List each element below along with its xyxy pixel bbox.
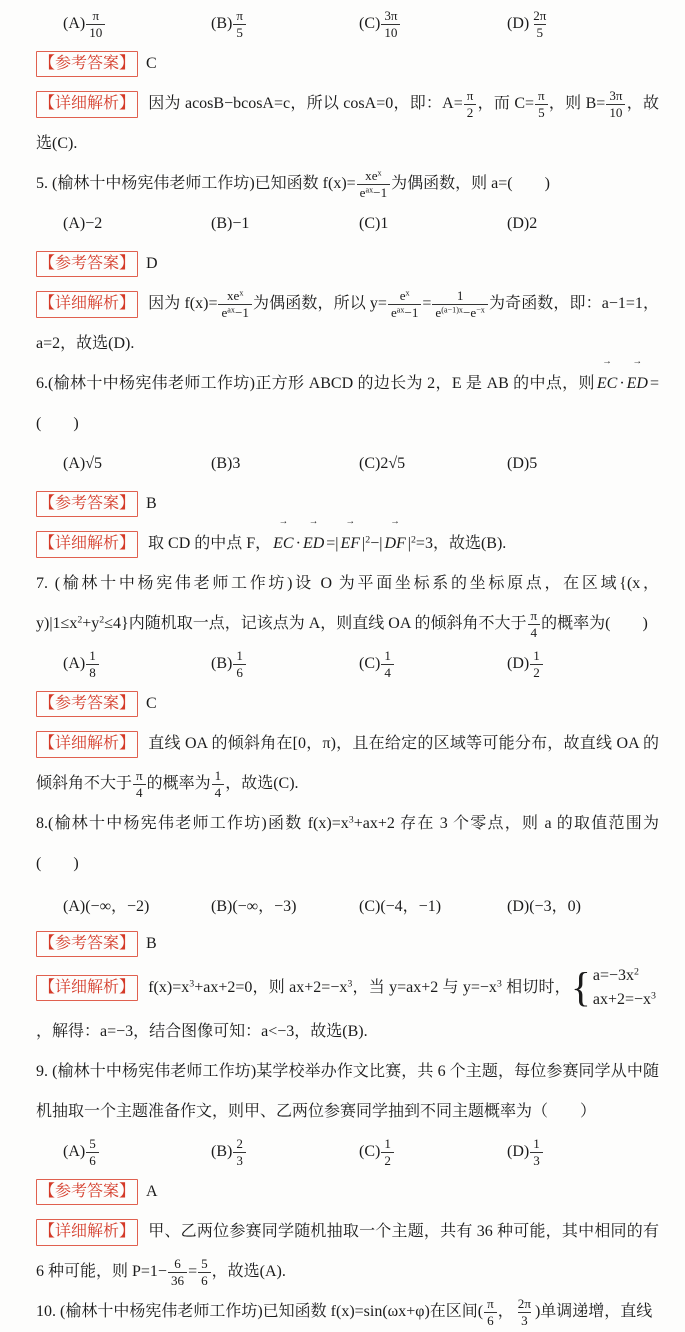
reference-answer-label: 【参考答案】	[36, 491, 138, 518]
explanation-text: 因为 acosB−bcosA=c，所以 cosA=0，即：A= $\frac{\pi}{2}$ ，而 C= $\frac{\pi}{5}$ ，则 B= $\frac{3\pi}{10}$ ，故选(C).	[36, 88, 659, 152]
option-d: (D)2	[507, 215, 538, 232]
option-d: (D)5	[507, 455, 538, 472]
question-8	[36, 804, 659, 884]
question-10	[36, 1292, 659, 1332]
question-9	[36, 1052, 659, 1132]
options-row-q8	[36, 884, 659, 924]
explanation-q5	[36, 284, 659, 364]
option-a: (A)√5	[63, 455, 102, 472]
option-c: (C)2√5	[359, 455, 406, 472]
option-b: (B) $\frac{2}{3}$	[211, 1136, 359, 1169]
answer-row-q9	[36, 1172, 659, 1212]
question-text: 5. (榆林十中杨宪伟老师工作坊)已知函数 f(x)= $\frac{xe^x}{e^{ax}-1}$ 为偶函数，则 a=( )	[36, 168, 550, 200]
detailed-analysis-label: 【详细解析】	[36, 91, 138, 118]
question-5	[36, 164, 659, 204]
explanation-text: 直线 OA 的倾斜角在[0，π)，且在给定的区域等可能分布，故直线 OA 的倾斜角不大于 $\frac{\pi}{4}$ 的概率为 $\frac{1}{4}$ ，故选(C).	[36, 735, 659, 800]
option-c: (C) $\frac{3\pi}{10}$	[359, 8, 507, 41]
answer-value: C	[146, 695, 157, 712]
question-text: 7. (榆林十中杨宪伟老师工作坊)设 O 为平面坐标系的坐标原点，在区域{(x，$y)|1\le x^2+y^2\le 4$}内随机取一点，记该点为 A，则直线 OA 的倾斜角不大于 $\frac{\pi}{4}$ 的概率为( )	[36, 575, 659, 640]
question-text: 9. (榆林十中杨宪伟老师工作坊)某学校举办作文比赛，共 6 个主题，每位参赛同学从中随机抽取一个主题准备作文，则甲、乙两位参赛同学抽到不同主题概率为（ ）	[36, 1063, 659, 1120]
reference-answer-label: 【参考答案】	[36, 51, 138, 78]
reference-answer-label: 【参考答案】	[36, 691, 138, 718]
answer-value: B	[146, 495, 157, 512]
detailed-analysis-label: 【详细解析】	[36, 731, 138, 758]
option-a: (A) $\frac{5}{6}$	[63, 1136, 211, 1169]
option-b: (B) $\frac{\pi}{5}$	[211, 8, 359, 41]
answer-value: A	[146, 1183, 158, 1200]
answer-value: C	[146, 55, 157, 72]
explanation-text: 因为 f(x)= $\frac{xe^x}{e^{ax}-1}$ 为偶函数，所以 y= $\frac{e^x}{e^{ax}-1}$ = $\frac{1}{e^{(a-1)x}-e^{-x}}$ 为奇函数，即：a−1=1，a=2，故选(D).	[36, 288, 659, 352]
explanation-q4	[36, 84, 659, 164]
option-d: (D)(−3，0)	[507, 897, 581, 915]
option-a: (A)−2	[63, 215, 103, 232]
detailed-analysis-label: 【详细解析】	[36, 1219, 138, 1246]
option-c: (C)(−4，−1)	[359, 897, 442, 915]
explanation-q9	[36, 1212, 659, 1292]
detailed-analysis-label: 【详细解析】	[36, 975, 138, 1002]
option-c: (C)1	[359, 215, 389, 232]
explanation-q7	[36, 724, 659, 804]
options-row-q7	[36, 644, 659, 684]
option-d: (D) $\frac{1}{2}$	[507, 648, 544, 681]
option-b: (B)(−∞，−3)	[211, 897, 297, 915]
option-c: (C) $\frac{1}{2}$	[359, 1136, 507, 1169]
reference-answer-label: 【参考答案】	[36, 251, 138, 278]
option-a: (A) $\frac{1}{8}$	[63, 648, 211, 681]
detailed-analysis-label: 【详细解析】	[36, 531, 138, 558]
reference-answer-label: 【参考答案】	[36, 1179, 138, 1206]
option-d: (D) $\frac{2\pi}{5}$	[507, 7, 547, 40]
explanation-q6	[36, 516, 659, 564]
explanation-q8	[36, 964, 659, 1052]
question-6	[36, 356, 659, 444]
explanation-text: $f(x)=x^3+ax+2=0$，则 $ax+2=-x^3$，当 y=ax+2 与 $y=-x^3$ 相切时， { $a=-3x^2$ $ax+2=-x^3$ ，解得：a=−3，结合图像可知：a<−3，故选(B).	[36, 964, 656, 1040]
explanation-text: 甲、乙两位参赛同学随机抽取一个主题，共有 36 种可能，其中相同的有 6 种可能，则 P=1− $\frac{6}{36}$ = $\frac{5}{6}$ ，故选(A).	[36, 1223, 659, 1288]
answer-value: D	[146, 255, 158, 272]
question-7	[36, 564, 659, 644]
option-b: (B)3	[211, 455, 241, 472]
option-d: (D) $\frac{1}{3}$	[507, 1136, 544, 1169]
answer-row-q8	[36, 924, 659, 964]
question-text: 8.(榆林十中杨宪伟老师工作坊)函数 $f(x)=x^3+ax+2$ 存在 3 个零点，则 a 的取值范围为( )	[36, 814, 659, 872]
options-row-q5	[36, 204, 659, 244]
question-text: 6.(榆林十中杨宪伟老师工作坊)正方形 ABCD 的边长为 2，E 是 AB 的中点，则 → EC · → ED =( )	[36, 356, 659, 432]
options-row-q6	[36, 444, 659, 484]
answer-value: B	[146, 935, 157, 952]
question-text: 10. (榆林十中杨宪伟老师工作坊)已知函数 f(x)=sin(ωx+φ)在区间( $\frac{\pi}{6}$ ， $\frac{2\pi}{3}$ )单调递增，直线	[36, 1296, 653, 1328]
option-b: (B) $\frac{1}{6}$	[211, 648, 359, 681]
option-c: (C) $\frac{1}{4}$	[359, 648, 507, 681]
reference-answer-label: 【参考答案】	[36, 931, 138, 958]
answer-row-q4	[36, 44, 659, 84]
options-row-q4	[36, 4, 659, 44]
answer-row-q7	[36, 684, 659, 724]
detailed-analysis-label: 【详细解析】	[36, 291, 138, 318]
options-row-q9	[36, 1132, 659, 1172]
option-b: (B)−1	[211, 215, 250, 232]
option-a: (A)(−∞，−2)	[63, 897, 150, 915]
option-a: (A) $\frac{\pi}{10}$	[63, 8, 211, 41]
explanation-text: 取 CD 的中点 F， → EC · → ED =| → EF $|^2-|$ → DF $|^2=3$，故选(B).	[148, 516, 507, 552]
answer-row-q5	[36, 244, 659, 284]
